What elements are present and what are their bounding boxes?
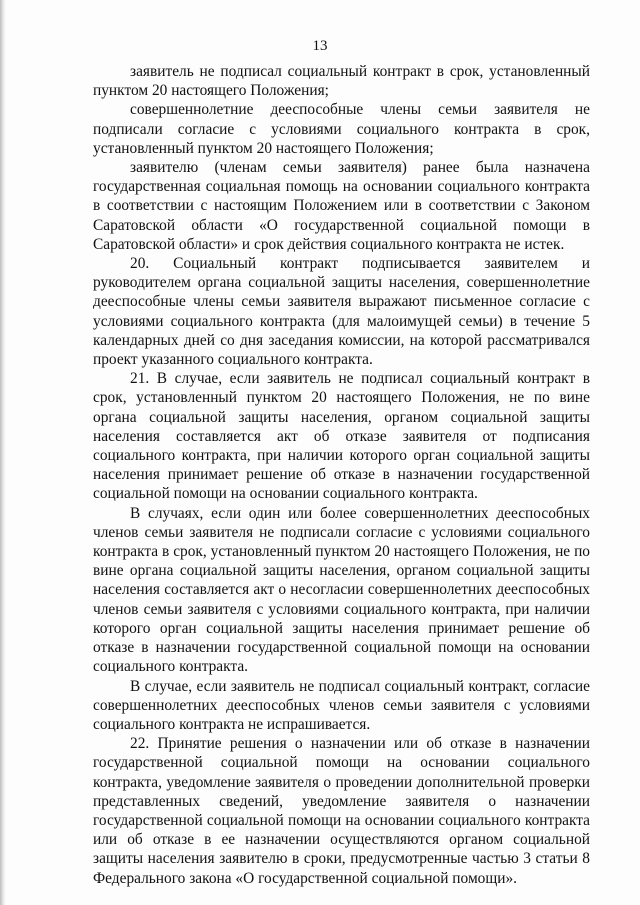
scan-edge-shadow [0, 0, 6, 905]
document-body [93, 62, 590, 888]
paragraph-clause-21-family: В случаях, если один или более совершеннолетних дееспособных членов семьи заявителя не подписали согласие с условиями социального контракта в срок, установленный пунктом 20 настоящего Положения, не по вине органа социальной защиты населения, органом социальной защиты населения составляется акт о несогласии совершеннолетних дееспособных членов семьи заявителя с условиями социального контракта, при наличии которого орган социальной защиты населения принимает решение об отказе в назначении государственной социальной помощи на основании социального контракта. [93, 504, 590, 676]
page-number: 13 [312, 38, 328, 54]
paragraph-clause-21-consent: В случае, если заявитель не подписал социальный контракт, согласие совершеннолетних дееспособных членов семьи заявителя с условиями социального контракта не испрашивается. [93, 677, 590, 733]
paragraph-previous-assistance: заявителю (членам семьи заявителя) ранее была назначена государственная социальная помощь на основании социального контракта в соответствии с настоящим Положением или в соответствии с Законом Саратовской области «О государственной социальной помощи в Саратовской области» и срок действия социального контракта не истек. [93, 159, 590, 253]
paragraph-family-not-signed: совершеннолетние дееспособные члены семьи заявителя не подписали согласие с условиями социального контракта в срок, установленный пунктом 20 настоящего Положения; [93, 101, 590, 157]
paragraph-clause-22: 22. Принятие решения о назначении или об отказе в назначении государственной социальной помощи на основании социального контракта, уведомление заявителя о проведении дополнительной проверки представленных сведений, уведомление заявителя о назначении государственной социальной помощи на основании социального контракта или об отказе в ее назначении осуществляются органом социальной защиты населения заявителю в сроки, предусмотренные частью 3 статьи 8 Федерального закона «О государственной социальной помощи». [93, 735, 590, 887]
paragraph-clause-20: 20. Социальный контракт подписывается заявителем и руководителем органа социальной защиты населения, совершеннолетние дееспособные члены семьи заявителя выражают письменное согласие с условиями социального контракта (для малоимущей семьи) в течение 5 календарных дней со дня заседания комиссии, на которой рассматривался проект указанного социального контракта. [93, 255, 590, 369]
paragraph-clause-21: 21. В случае, если заявитель не подписал социальный контракт в срок, установленный пунктом 20 настоящего Положения, не по вине органа социальной защиты населения, органом социальной защиты населения составляется акт об отказе заявителя от подписания социального контракта, при наличии которого орган социальной защиты населения принимает решение об отказе в назначении государственной социальной помощи на основании социального контракта. [93, 370, 590, 503]
paragraph-applicant-not-signed: заявитель не подписал социальный контракт в срок, установленный пунктом 20 настоящего Положения; [93, 63, 590, 100]
